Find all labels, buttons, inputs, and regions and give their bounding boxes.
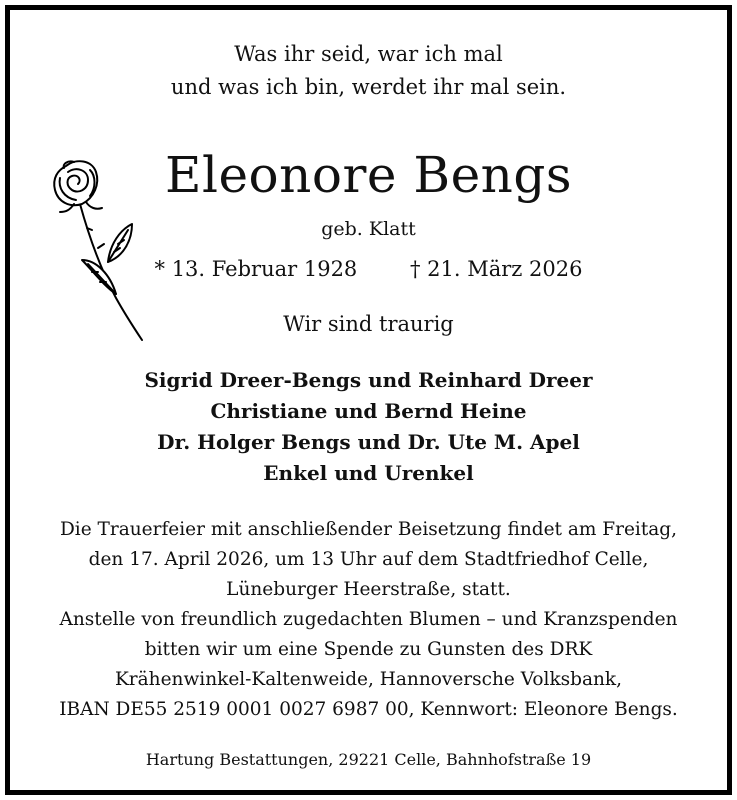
mourners-list	[10, 365, 727, 489]
mourner-line: Sigrid Dreer-Bengs und Reinhard Dreer	[144, 368, 593, 392]
info-line: Die Trauerfeier mit anschließender Beisetzung findet am Freitag,	[59, 519, 678, 540]
funeral-info	[10, 515, 727, 725]
death-date: † 21. März 2026	[409, 257, 583, 281]
funeral-home: Hartung Bestattungen, 29221 Celle, Bahnhofstraße 19	[145, 750, 592, 769]
motto	[10, 38, 727, 104]
life-dates	[10, 255, 727, 283]
info-line: IBAN DE55 2519 0001 0027 6987 00, Kennwort: Eleonore Bengs.	[59, 699, 678, 720]
motto-line: und was ich bin, werdet ihr mal sein.	[170, 75, 567, 99]
info-line: Anstelle von freundlich zugedachten Blumen – und Kranzspenden	[59, 609, 678, 630]
motto-line: Was ihr seid, war ich mal	[234, 42, 503, 66]
mourner-line: Enkel und Urenkel	[263, 461, 474, 485]
obituary-notice	[5, 5, 732, 795]
birth-name: geb. Klatt	[321, 218, 416, 240]
birth-date: * 13. Februar 1928	[154, 257, 358, 281]
mourner-line: Christiane und Bernd Heine	[210, 399, 527, 423]
info-line: Lüneburger Heerstraße, statt.	[226, 579, 511, 600]
deceased-name: Eleonore Bengs	[164, 146, 573, 204]
info-line: bitten wir um eine Spende zu Gunsten des DRK	[144, 639, 593, 660]
intro-text: Wir sind traurig	[283, 312, 454, 336]
mourner-line: Dr. Holger Bengs und Dr. Ute M. Apel	[157, 430, 580, 454]
info-line: den 17. April 2026, um 13 Uhr auf dem Stadtfriedhof Celle,	[88, 549, 649, 570]
info-line: Krähenwinkel-Kaltenweide, Hannoversche Volksbank,	[114, 669, 623, 690]
